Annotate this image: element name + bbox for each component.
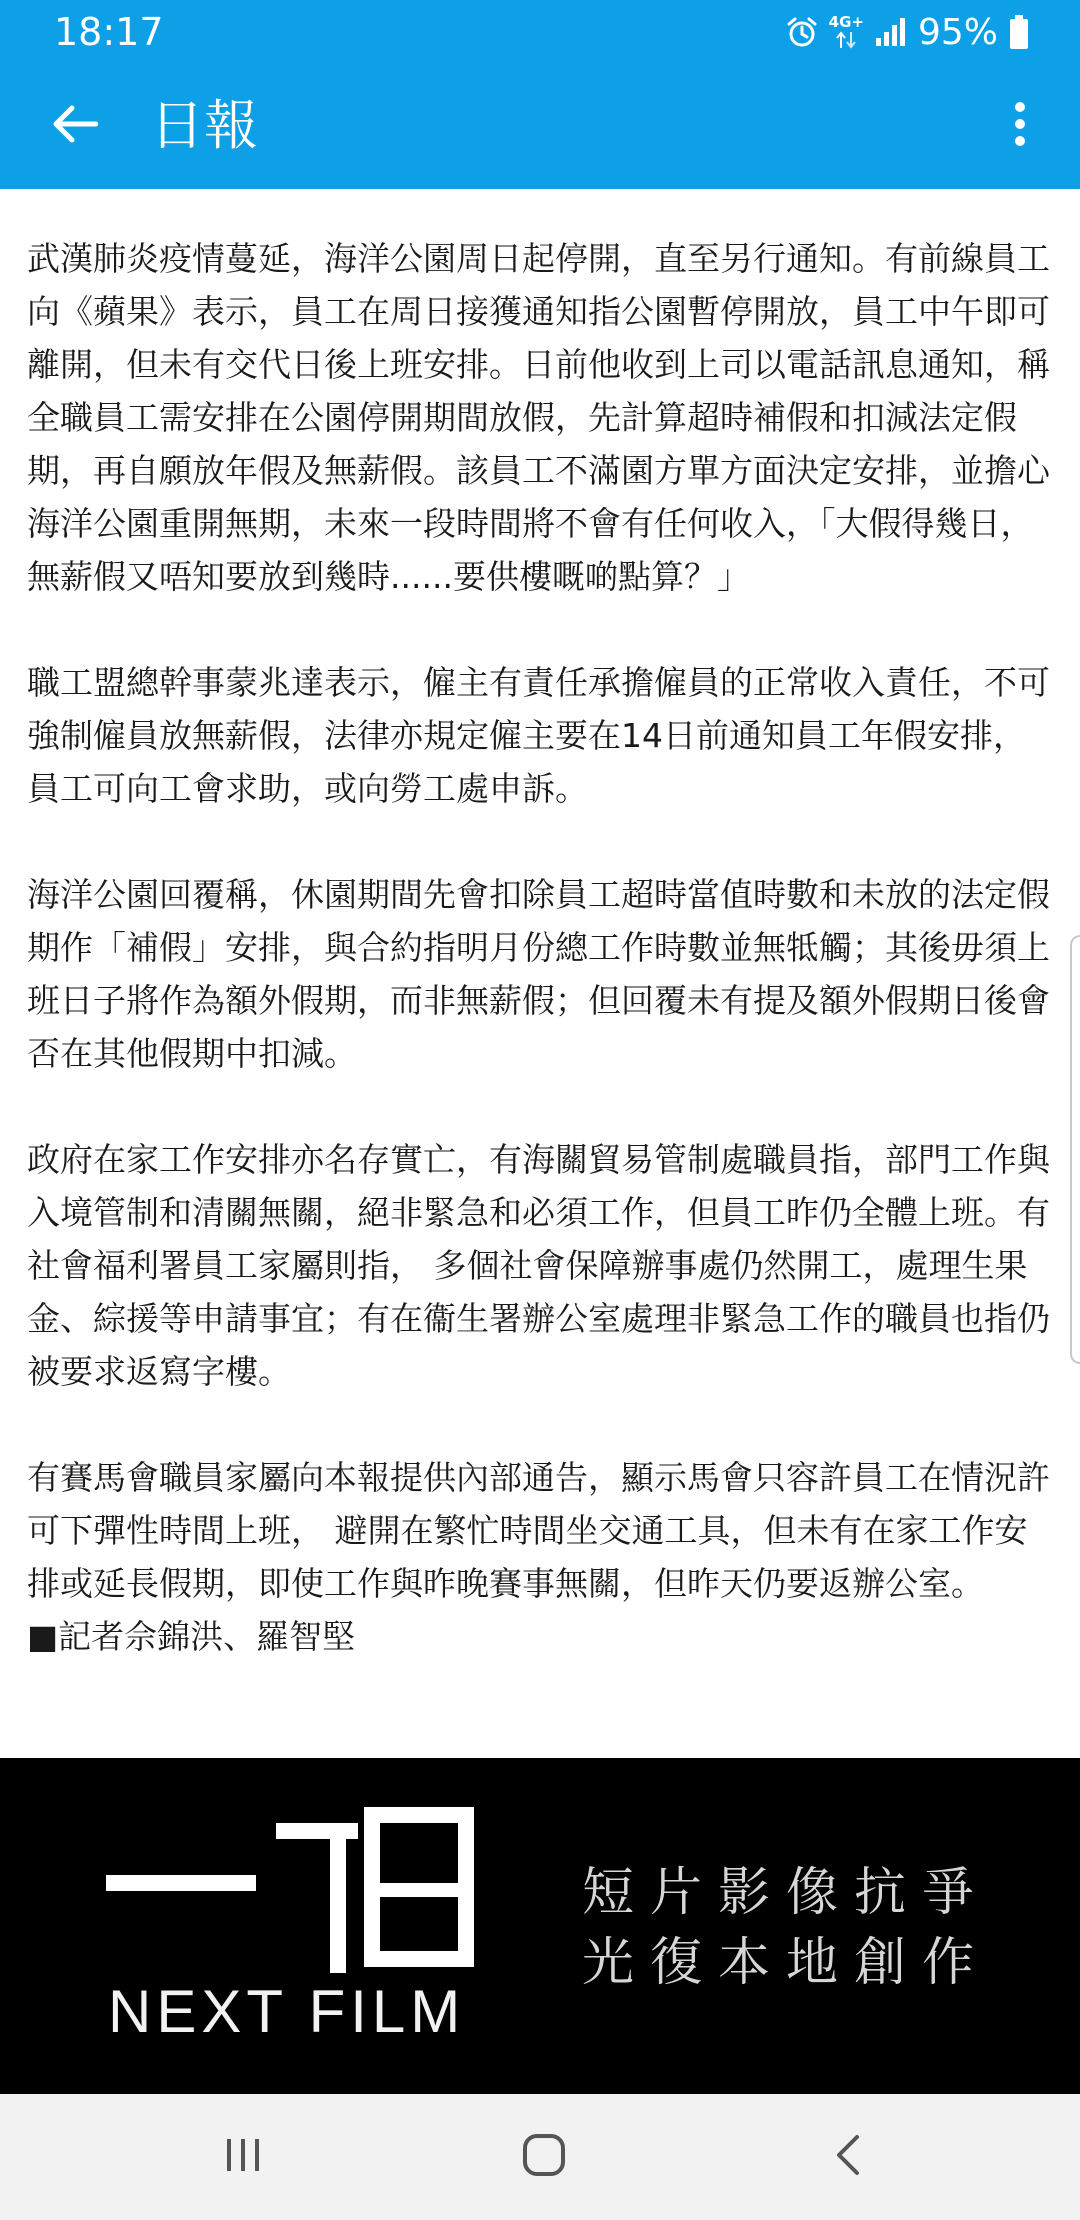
article-byline: ■記者佘錦洪、羅智堅: [27, 1617, 356, 1656]
nav-back-button[interactable]: [808, 2122, 888, 2192]
ad-brand-name: NEXT FILM: [108, 1978, 466, 2045]
battery-percent: 95%: [917, 11, 998, 53]
ad-banner[interactable]: [0, 1758, 1080, 2094]
data-arrows-icon: [828, 12, 864, 50]
recent-apps-icon: [223, 2135, 263, 2179]
home-button[interactable]: [504, 2122, 584, 2192]
ad-tagline-line: 光復本地創作: [582, 1933, 991, 1993]
article-paragraph: 武漢肺炎疫情蔓延，海洋公園周日起停開，直至另行通知。有前線員工向《蘋果》表示，員工在周日接獲通知指公園暫停開放，員工中午即可離開，但未有交代日後上班安排。日前他收到上司以電話訊息通知，稱全職員工需安排在公園停開期間放假，先計算超時補假和扣減法定假期，再自願放年假及無薪假。該員工不滿園方單方面決定安排，並擔心海洋公園重開無期，未來一段時間將不會有任何收入，「大假得幾日，無薪假又唔知要放到幾時......要供樓嘅啲點算？」: [27, 239, 1050, 596]
next-film-logo: [100, 1803, 490, 1977]
more-vertical-icon: [1014, 101, 1026, 151]
ad-tagline: [582, 1858, 990, 1998]
article-paragraph: 有賽馬會職員家屬向本報提供內部通告，顯示馬會只容許員工在情況許可下彈性時間上班， 避開在繁忙時間坐交通工具，但未有在家工作安排或延長假期，即使工作與昨晚賽事無關，但昨天仍要返辦公室。: [27, 1458, 1050, 1603]
arrow-left-icon: [52, 104, 98, 148]
app-bar: [0, 63, 1080, 189]
network-type: 4G+: [828, 12, 864, 31]
article-body: [27, 232, 1053, 1663]
page-title: 日報: [150, 94, 258, 157]
article-paragraph: 海洋公園回覆稱，休園期間先會扣除員工超時當值時數和未放的法定假期作「補假」安排，與合約指明月份總工作時數並無牴觸；其後毋須上班日子將作為額外假期，而非無薪假；但回覆未有提及額外假期日後會否在其他假期中扣減。: [27, 875, 1050, 1073]
article-paragraph: 職工盟總幹事蒙兆達表示，僱主有責任承擔僱員的正常收入責任，不可強制僱員放無薪假，法律亦規定僱主要在14日前通知員工年假安排，員工可向工會求助，或向勞工處申訴。: [27, 663, 1050, 808]
recent-apps-button[interactable]: [203, 2122, 283, 2192]
battery-icon: [1008, 14, 1030, 50]
back-chevron-icon: [833, 2133, 863, 2181]
status-bar: [0, 0, 1080, 63]
home-icon: [521, 2132, 567, 2182]
status-time: 18:17: [54, 10, 164, 54]
article-paragraph: 政府在家工作安排亦名存實亡，有海關貿易管制處職員指，部門工作與入境管制和清關無關，絕非緊急和必須工作，但員工昨仍全體上班。有社會福利署員工家屬則指， 多個社會保障辦事處仍然開工，處理生果金、綜援等申請事宜；有在衞生署辦公室處理非緊急工作的職員也指仍被要求返寫字樓。: [27, 1140, 1050, 1391]
back-button[interactable]: [40, 91, 110, 161]
signal-icon: [874, 16, 908, 48]
more-options-button[interactable]: [990, 91, 1050, 161]
system-nav-bar: [0, 2094, 1080, 2220]
ad-tagline-line: 短片影像抗爭: [582, 1863, 991, 1923]
scroll-indicator[interactable]: [1070, 935, 1080, 1364]
status-icons: [775, 9, 1030, 55]
alarm-icon: [785, 15, 819, 49]
